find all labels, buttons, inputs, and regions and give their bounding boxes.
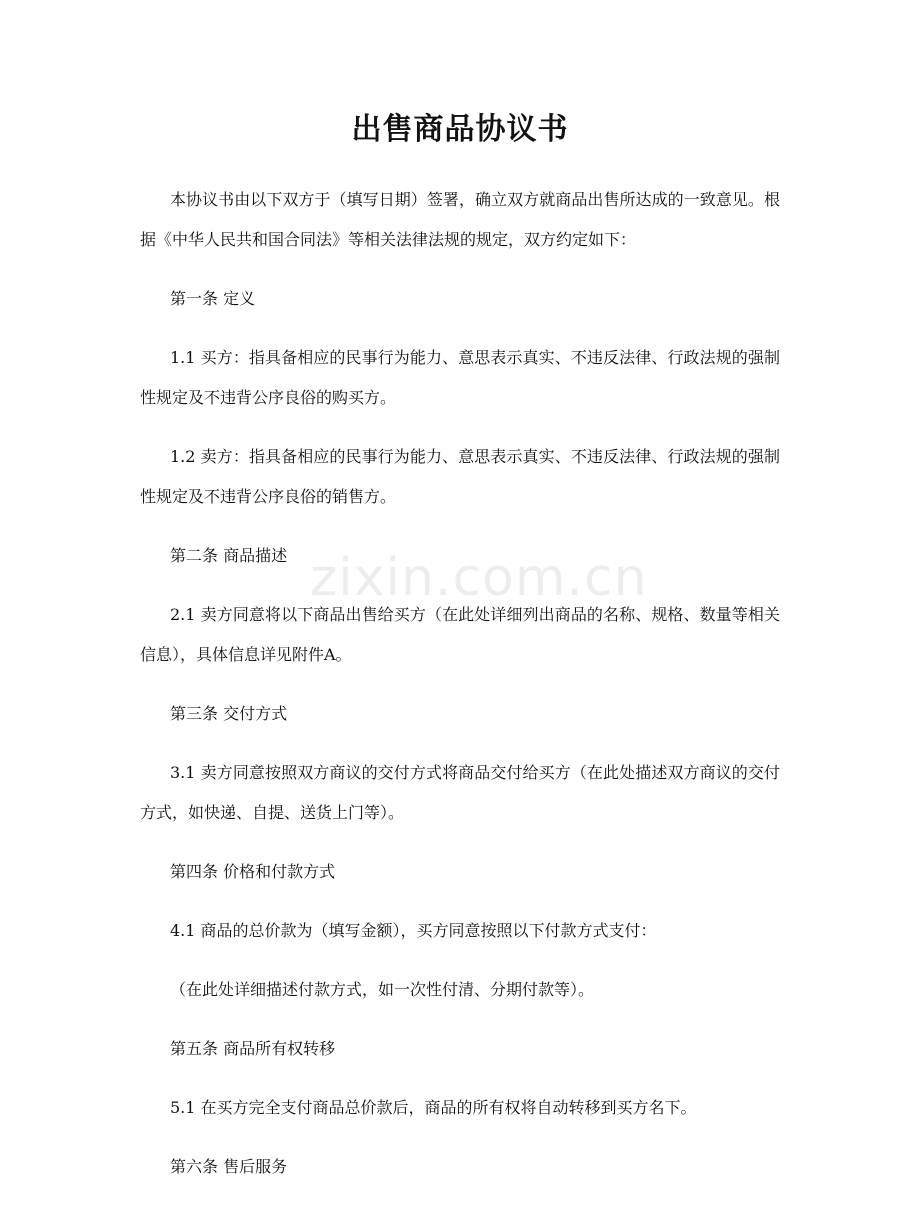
clause-1-2: 1.2 卖方：指具备相应的民事行为能力、意思表示真实、不违反法律、行政法规的强制性规定及不违背公序良俗的销售方。 (140, 447, 780, 506)
article-4-heading: 第四条 价格和付款方式 (170, 862, 336, 881)
document-title: 出售商品协议书 (351, 112, 569, 147)
clause-1-1: 1.1 买方：指具备相应的民事行为能力、意思表示真实、不违反法律、行政法规的强制性规定及不违背公序良俗的购买方。 (140, 348, 780, 407)
article-3-heading: 第三条 交付方式 (170, 704, 288, 723)
clause-5-1: 5.1 在买方完全支付商品总价款后，商品的所有权将自动转移到买方名下。 (170, 1098, 697, 1117)
article-6-heading: 第六条 售后服务 (170, 1157, 288, 1176)
article-1-heading: 第一条 定义 (170, 289, 256, 308)
watermark: zixin.com.cn (310, 548, 648, 608)
clause-2-1: 2.1 卖方同意将以下商品出售给买方（在此处详细列出商品的名称、规格、数量等相关信息），具体信息详见附件A。 (140, 605, 780, 664)
clause-4-1: 4.1 商品的总价款为（填写金额），买方同意按照以下付款方式支付： (170, 921, 657, 940)
clause-3-1: 3.1 卖方同意按照双方商议的交付方式将商品交付给买方（在此处描述双方商议的交付方式，如快递、自提、送货上门等）。 (140, 763, 780, 822)
article-2-heading: 第二条 商品描述 (170, 546, 288, 565)
intro-paragraph: 本协议书由以下双方于（填写日期）签署，确立双方就商品出售所达成的一致意见。根据《中华人民共和国合同法》等相关法律法规的规定，双方约定如下： (140, 190, 780, 249)
article-5-heading: 第五条 商品所有权转移 (170, 1039, 336, 1058)
document-body (140, 180, 780, 1206)
payment-method-note: （在此处详细描述付款方式，如一次性付清、分期付款等）。 (170, 980, 595, 999)
